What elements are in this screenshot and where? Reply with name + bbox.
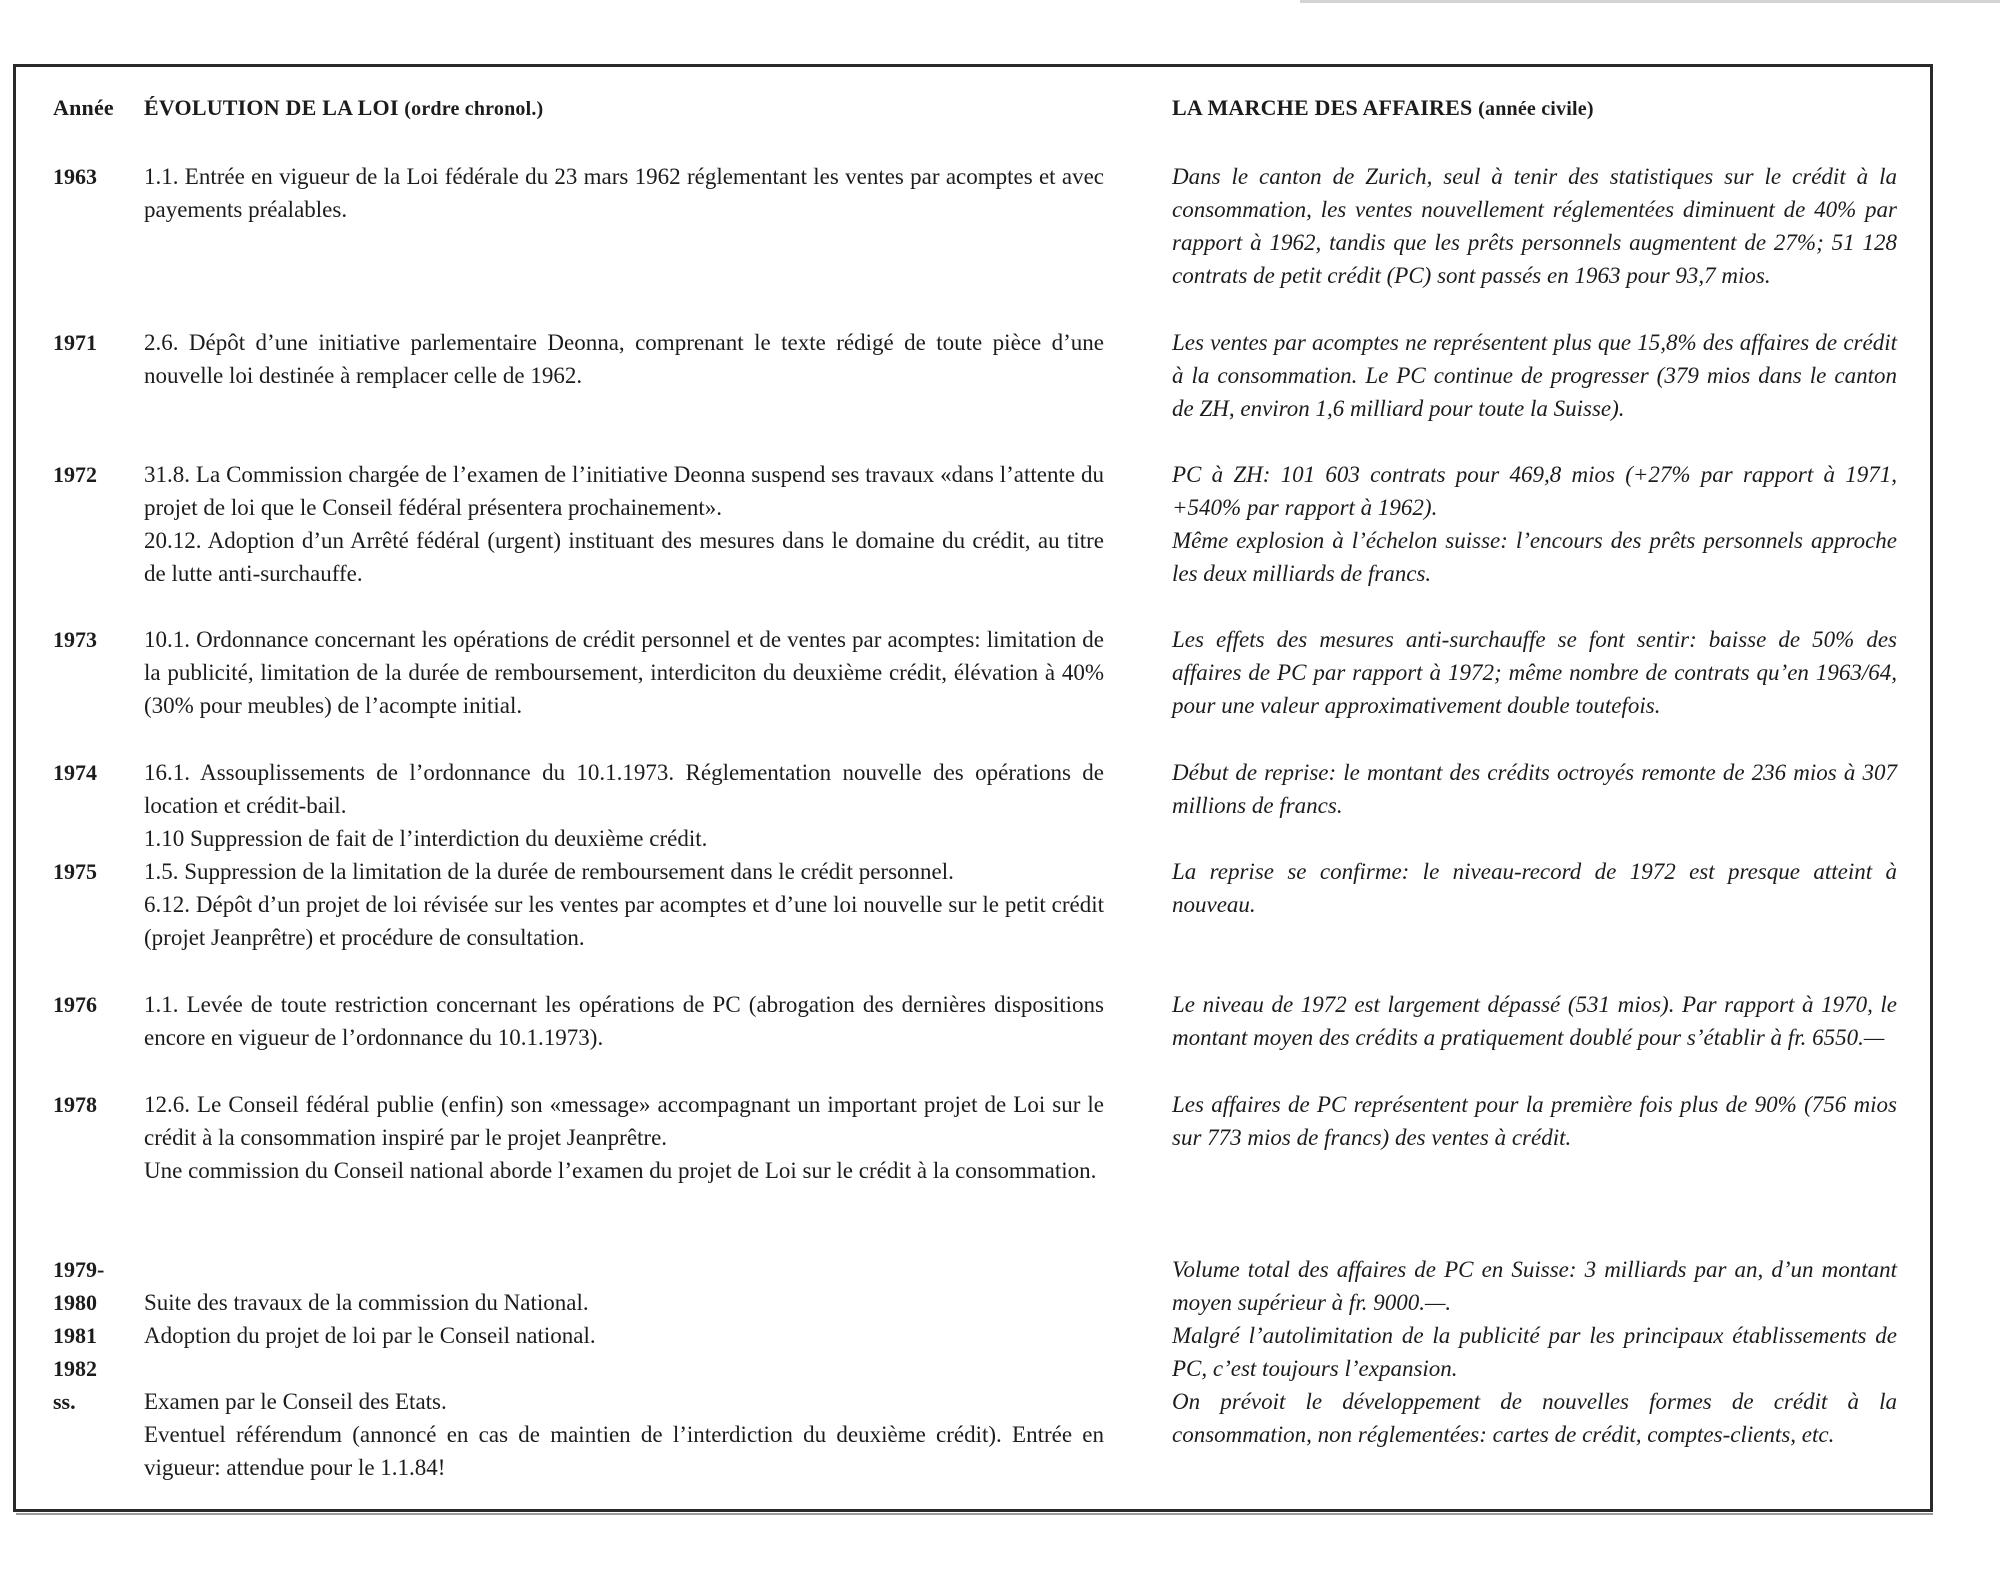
year-1963: 1963 (53, 164, 97, 189)
header-law-subtitle: (ordre chronol.) (404, 98, 544, 120)
year-1975: 1975 (53, 859, 97, 884)
header-business (1172, 95, 1594, 121)
law-text: 2.6. Dépôt d’une initiative parlementaire Deonna, comprenant le texte rédigé de toute pièce d’une nouvelle loi destinée à remplacer celle de 1962. (144, 330, 1104, 388)
year-1972: 1972 (53, 462, 97, 487)
business-1974: Début de reprise: le montant des crédits octroyés remonte de 236 mios à 307 millions de francs. (1172, 760, 1897, 818)
year-1971: 1971 (53, 330, 97, 355)
law-text: Une commission du Conseil national aborde l’examen du projet de Loi sur le crédit à la consommation. (144, 1158, 1097, 1183)
year-1982: 1982 (53, 1356, 97, 1381)
business-1981: Malgré l’autolimitation de la publicité par les principaux établissements de PC, c’est toujours l’expansion. (1172, 1323, 1897, 1381)
law-entry-1981 (144, 1319, 1104, 1352)
year-1978: 1978 (53, 1092, 97, 1117)
law-entry-1974 (144, 756, 1104, 855)
year-1981: 1981 (53, 1323, 97, 1348)
year-1976: 1976 (53, 992, 97, 1017)
law-text: Adoption du projet de loi par le Conseil national. (144, 1323, 596, 1348)
frame-shadow (16, 1513, 1933, 1515)
business-1975: La reprise se confirme: le niveau-record de 1972 est presque atteint à nouveau. (1172, 859, 1897, 917)
header-law-title: ÉVOLUTION DE LA LOI (144, 95, 399, 120)
law-text: Examen par le Conseil des Etats. (144, 1389, 447, 1414)
top-edge-line (1300, 0, 2000, 3)
law-entry-1980 (144, 1286, 1104, 1319)
law-text: 10.1. Ordonnance concernant les opérations de crédit personnel et de ventes par acomptes: limitation de la publicité, limitation de la durée de remboursement, interdiciton du deuxième crédit, élévation à 40% (30% pour meubles) de l’acompte initial. (144, 627, 1104, 718)
header-year: Année (53, 95, 114, 120)
law-text: Suite des travaux de la commission du National. (144, 1290, 589, 1315)
business-1976: Le niveau de 1972 est largement dépassé (531 mios). Par rapport à 1970, le montant moyen des crédits a pratiquement doublé pour s’établir à fr. 6550.— (1172, 992, 1897, 1050)
law-entry-1972 (144, 458, 1104, 590)
law-text: 1.5. Suppression de la limitation de la durée de remboursement dans le crédit personnel. (144, 859, 954, 884)
business-1973: Les effets des mesures anti-surchauffe se font sentir: baisse de 50% des affaires de PC par rapport à 1972; même nombre de contrats qu’en 1963/64, pour une valeur approximativement double toutefois. (1172, 627, 1897, 718)
law-text: 31.8. La Commission chargée de l’examen de l’initiative Deonna suspend ses travaux «dans l’attente du projet de loi que le Conseil fédéral présentera prochainement». (144, 462, 1104, 520)
law-entry-1975 (144, 855, 1104, 954)
law-text: 6.12. Dépôt d’un projet de loi révisée sur les ventes par acomptes et d’une loi nouvelle sur le petit crédit (projet Jeanprêtre) et procédure de consultation. (144, 892, 1104, 950)
law-entry-1982 (144, 1385, 1104, 1484)
business-1982: On prévoit le développement de nouvelles formes de crédit à la consommation, non réglementées: cartes de crédit, comptes-clients, etc. (1172, 1389, 1897, 1447)
business-1972a: PC à ZH: 101 603 contrats pour 469,8 mios (+27% par rapport à 1971, +540% par rapport à 1962). (1172, 462, 1897, 520)
business-1972b: Même explosion à l’échelon suisse: l’encours des prêts personnels approche les deux milliards de francs. (1172, 528, 1897, 586)
law-entry-1971 (144, 326, 1104, 392)
year-ss: ss. (53, 1389, 76, 1414)
law-entry-1963 (144, 160, 1104, 226)
business-1978: Les affaires de PC représentent pour la première fois plus de 90% (756 mios sur 773 mios de francs) des ventes à crédit. (1172, 1092, 1897, 1150)
year-1980: 1980 (53, 1290, 97, 1315)
law-text: 20.12. Adoption d’un Arrêté fédéral (urgent) instituant des mesures dans le domaine du crédit, au titre de lutte anti-surchauffe. (144, 528, 1104, 586)
law-entry-1976 (144, 988, 1104, 1054)
law-text: 1.1. Entrée en vigueur de la Loi fédérale du 23 mars 1962 réglementant les ventes par acomptes et avec payements préalables. (144, 164, 1104, 222)
law-text: 1.1. Levée de toute restriction concernant les opérations de PC (abrogation des dernières dispositions encore en vigueur de l’ordonnance du 10.1.1973). (144, 992, 1104, 1050)
law-text: 12.6. Le Conseil fédéral publie (enfin) son «message» accompagnant un important projet de Loi sur le crédit à la consommation inspiré par le projet Jeanprêtre. (144, 1092, 1104, 1150)
header-business-title: LA MARCHE DES AFFAIRES (1172, 95, 1473, 120)
year-1973: 1973 (53, 627, 97, 652)
law-text: 1.10 Suppression de fait de l’interdiction du deuxième crédit. (144, 826, 708, 851)
year-1974: 1974 (53, 760, 97, 785)
header-business-subtitle: (année civile) (1478, 98, 1594, 120)
year-1979: 1979- (53, 1257, 105, 1282)
law-entry-1973 (144, 623, 1104, 722)
business-1979: Volume total des affaires de PC en Suisse: 3 milliards par an, d’un montant moyen supérieur à fr. 9000.—. (1172, 1257, 1897, 1315)
law-entry-1978 (144, 1088, 1104, 1187)
business-1971: Les ventes par acomptes ne représentent plus que 15,8% des affaires de crédit à la consommation. Le PC continue de progresser (379 mios dans le canton de ZH, environ 1,6 milliard pour toute la Suisse). (1172, 330, 1897, 421)
law-text: 16.1. Assouplissements de l’ordonnance du 10.1.1973. Réglementation nouvelle des opérations de location et crédit-bail. (144, 760, 1104, 818)
business-1963: Dans le canton de Zurich, seul à tenir des statistiques sur le crédit à la consommation, les ventes nouvellement réglementées diminuent de 40% par rapport à 1962, tandis que les prêts personnels augmentent de 27%; 51 128 contrats de petit crédit (PC) sont passés en 1963 pour 93,7 mios. (1172, 164, 1897, 288)
header-law (144, 95, 543, 121)
law-text: Eventuel référendum (annoncé en cas de maintien de l’interdiction du deuxième crédit). Entrée en vigueur: attendue pour le 1.1.84! (144, 1422, 1104, 1480)
